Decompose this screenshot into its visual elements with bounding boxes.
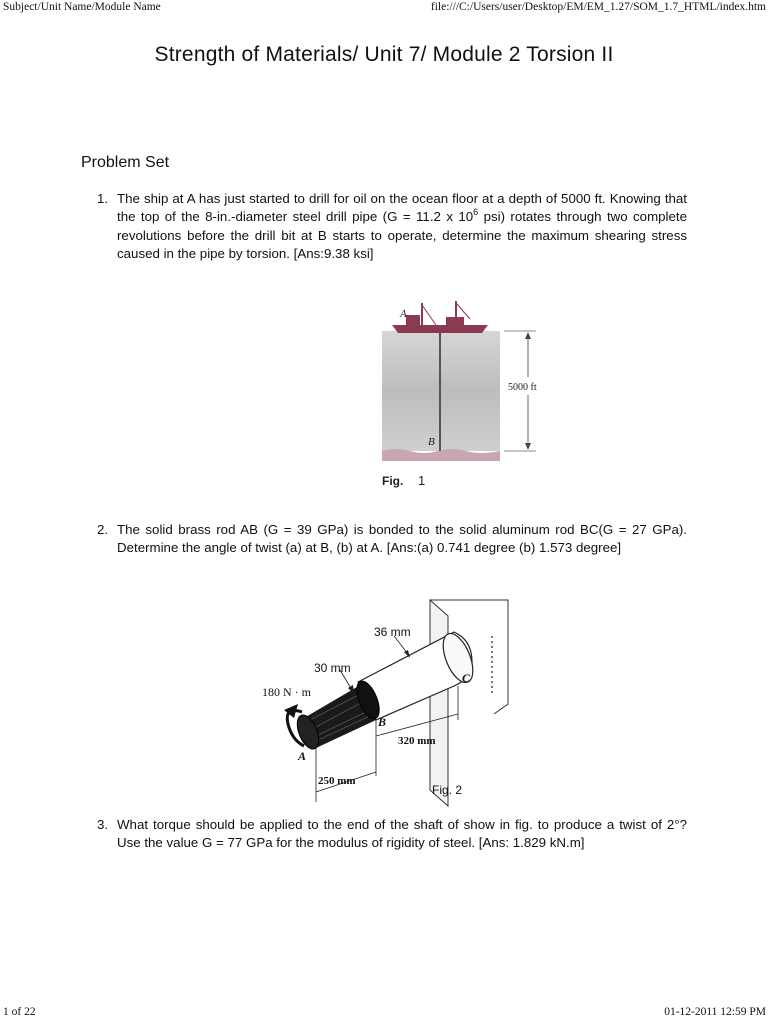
print-header-url: file:///C:/Users/user/Desktop/EM/EM_1.27/SOM_1.7_HTML/index.htm — [430, 1, 766, 13]
problem-text-part: The ship at A has just started to drill for oil on the ocean floor at a depth of 5000 ft. Knowing that the top of the 8-in.-diameter steel drill pipe (G = 11.2 x 10 — [117, 191, 687, 225]
problem-text: What torque should be applied to the end of the shaft of show in fig. to produce a twist of 2°? Use the value G = 77 GPa for the modulus of rigidity of steel. [Ans: 1.829 kN.m] — [117, 817, 687, 851]
fig2-label-a: A — [298, 749, 307, 763]
problem-text — [117, 190, 687, 264]
fig1-depth-label: 5000 ft — [508, 382, 537, 393]
fig2-caption: Fig. 2 — [432, 783, 463, 797]
superscript: 6 — [473, 207, 479, 218]
fig2-label-c: C — [462, 671, 471, 685]
fig2-label-b: B — [378, 715, 387, 729]
print-datetime: 01-12-2011 12:59 PM — [664, 1006, 766, 1018]
print-header — [0, 0, 768, 18]
page-counter: 1 of 22 — [3, 1006, 36, 1018]
problem-1 — [97, 190, 687, 264]
fig2-length-bc: 320 mm — [398, 735, 436, 747]
section-heading: Problem Set — [81, 154, 170, 171]
figure-2 — [258, 596, 518, 808]
problem-number: 1. — [97, 191, 109, 206]
page-title: Strength of Materials/ Unit 7/ Module 2 Torsion II — [154, 43, 614, 66]
fig1-label-b: B — [428, 436, 435, 448]
problem-2 — [97, 521, 687, 558]
print-header-title: Subject/Unit Name/Module Name — [3, 1, 161, 13]
fig1-caption-word: Fig. — [382, 474, 404, 488]
problem-number: 2. — [97, 522, 109, 537]
figure-1 — [376, 295, 556, 495]
problem-text: The solid brass rod AB (G = 39 GPa) is bonded to the solid aluminum rod BC(G = 27 GPa). Determine the angle of twist (a) at B, (b) at A. [Ans:(a) 0.741 degree (b) 1.573 degree] — [117, 522, 687, 556]
problem-number: 3. — [97, 817, 109, 832]
fig1-label-a: A — [400, 308, 407, 320]
fig2-diameter-large: 36 mm — [374, 625, 411, 639]
problem-text-part: psi) rotates through two complete revolutions before the drill bit at B starts to operate, determine the maximum shearing stress caused in the pipe by torsion. [Ans:9.38 ksi] — [117, 209, 687, 262]
fig1-caption-number: 1 — [418, 473, 426, 488]
fixed-wall — [430, 600, 448, 806]
fig2-diameter-small: 30 mm — [314, 661, 351, 675]
fig2-torque-label: 180 N · m — [262, 685, 311, 699]
print-footer — [0, 1006, 768, 1024]
problem-3 — [97, 816, 687, 853]
fig2-length-ab: 250 mm — [318, 775, 356, 787]
ship-hull — [392, 325, 488, 333]
